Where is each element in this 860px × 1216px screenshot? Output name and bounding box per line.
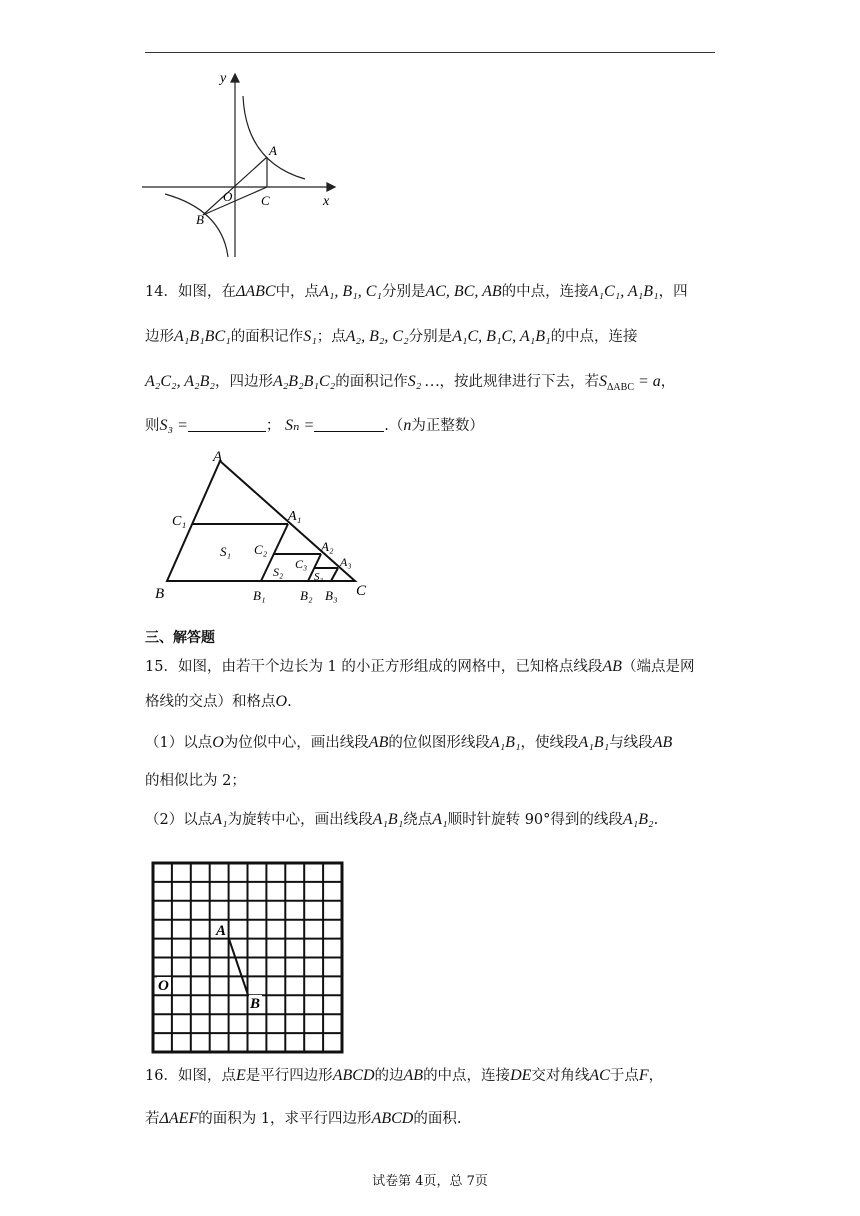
q14-line-3: A₂C₂, A₂B₂，四边形A₂B₂B₁C₂的面积记作S₂ …，按此规律进行下去，若$S_{\Delta ABC} = a$， — [145, 373, 676, 394]
grid-figure — [151, 860, 347, 1056]
q15-part-2: （2）以点A₁为旋转中心，画出线段A₁B₁绕点A₁顺时针旋转 90°得到的线段A₁B₂. — [145, 811, 659, 828]
fig14-B1: B₁ — [253, 588, 266, 603]
x-axis-label: x — [323, 194, 330, 209]
fig14-C: C — [356, 583, 367, 599]
q14-line-2: 边形A₁B₁BC₁的面积记作S₁；点A₂, B₂, C₂分别是A₁C, B₁C, A₁B₁的中点，连接 — [145, 328, 638, 345]
fig14-A1: A₁ — [288, 509, 302, 524]
point-B-label: B — [196, 212, 204, 227]
q14-line-4: 则S₃ = ； Sₙ = .（n为正整数） — [145, 417, 484, 434]
y-axis-label: y — [220, 71, 227, 86]
q15-part-1-line-1: （1）以点O为位似中心，画出线段AB的位似图形线段A₁B₁，使线段A₁B₁与线段AB — [145, 734, 673, 751]
q16-line-2: 若ΔAEF的面积为 1，求平行四边形ABCD的面积. — [145, 1110, 462, 1127]
grid-point-A: A — [216, 923, 227, 939]
q14-line-1: 14．如图，在ΔABC中，点A₁, B₁, C₁分别是AC, BC, AB的中点，连接A₁C₁, A₁B₁，四 — [145, 283, 688, 300]
hyperbola-figure — [140, 62, 345, 262]
triangle-figure — [150, 448, 390, 608]
fig14-B2: B₂ — [300, 588, 313, 603]
answer-blank-sn[interactable] — [314, 417, 384, 432]
fig14-S2: S₂ — [273, 565, 284, 579]
grid-point-O: O — [158, 978, 169, 994]
fig14-B3: B₃ — [325, 588, 338, 603]
point-C-label: C — [261, 193, 270, 208]
q16-line-1: 16．如图，点E是平行四边形ABCD的边AB的中点，连接DE交对角线AC于点F， — [145, 1067, 664, 1084]
fig14-B: B — [155, 586, 165, 602]
fig14-S1: S₁ — [220, 544, 232, 559]
fig14-A: A — [213, 449, 223, 465]
grid-point-B: B — [250, 996, 261, 1012]
q15-line-2: 格线的交点）和格点O. — [145, 693, 292, 710]
page-footer: 试卷第 4页，总 7页 — [372, 1174, 488, 1189]
fig14-A3: A₃ — [340, 555, 352, 569]
fig14-A2: A₂ — [321, 539, 334, 554]
origin-label: O — [223, 189, 233, 204]
header-rule — [145, 52, 715, 53]
fig14-C2: C₂ — [254, 542, 268, 557]
answer-blank-s3[interactable] — [188, 417, 266, 432]
fig14-C3: C₃ — [295, 557, 308, 571]
point-A-label: A — [269, 143, 277, 158]
fig14-S3: S₃ — [314, 571, 324, 583]
fig14-C1: C₁ — [172, 514, 187, 529]
q15-part-1-line-2: 的相似比为 2； — [145, 773, 246, 789]
section-heading: 三、解答题 — [145, 630, 215, 646]
q15-line-1: 15．如图，由若干个边长为 1 的小正方形组成的网格中，已知格点线段AB（端点是网 — [145, 658, 695, 675]
